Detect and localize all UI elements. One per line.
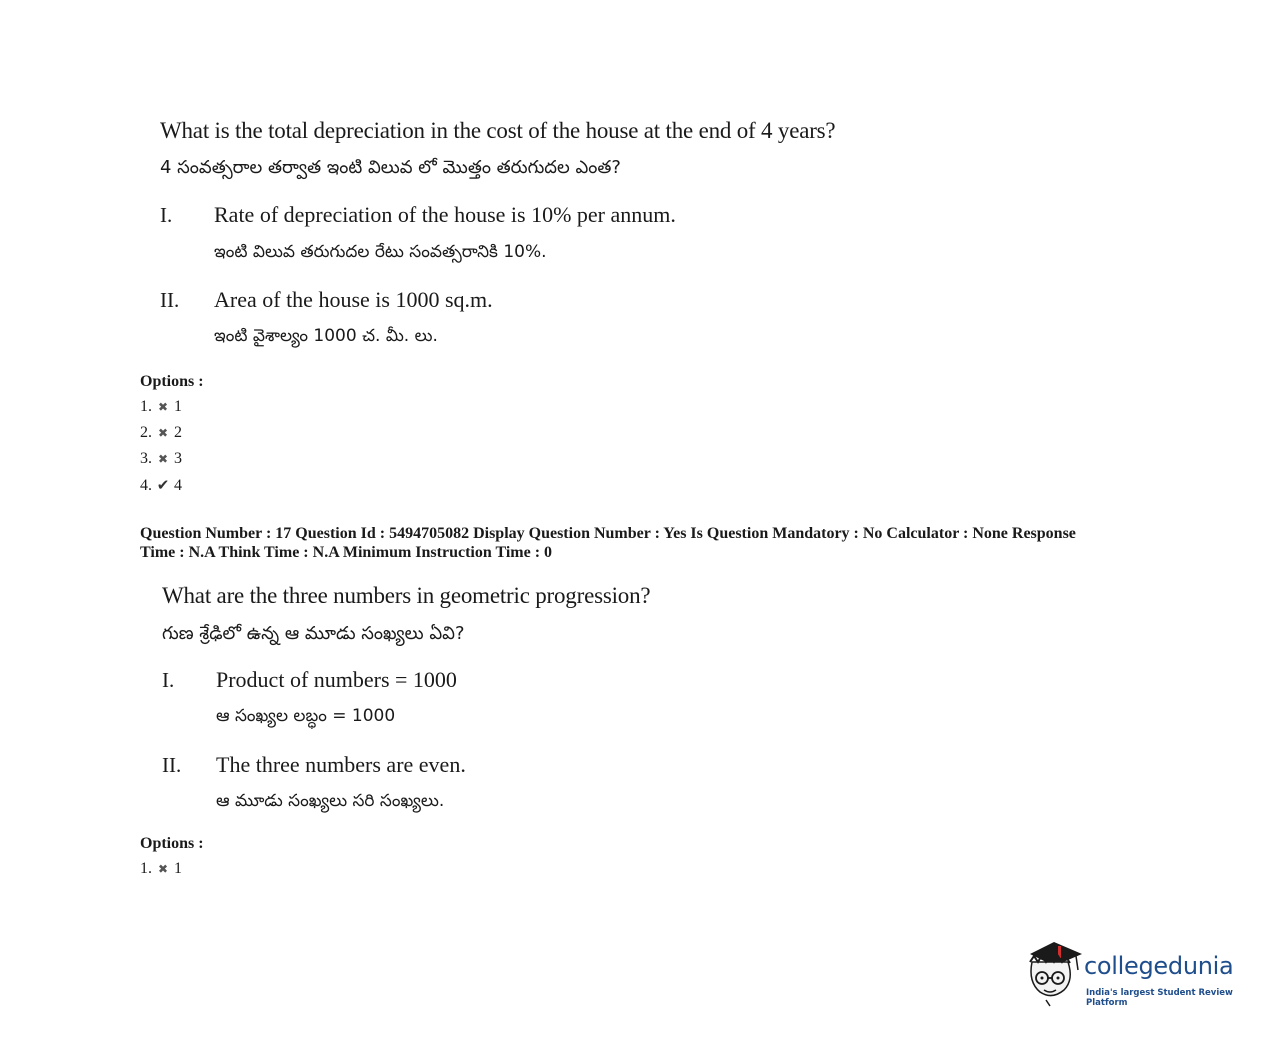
cross-icon: ✖ <box>157 452 169 466</box>
cross-icon: ✖ <box>157 862 169 876</box>
question-meta-line: Question Number : 17 Question Id : 5494705082 Display Question Number : Yes Is Question Mandatory : No Calculator : None Response <box>140 525 1076 542</box>
option-value: 1 <box>174 860 182 877</box>
cross-icon: ✖ <box>157 400 169 414</box>
option-item <box>140 476 182 495</box>
cross-icon: ✖ <box>157 426 169 440</box>
option-item <box>140 860 182 878</box>
question-meta-line: Time : N.A Think Time : N.A Minimum Instruction Time : 0 <box>140 544 553 561</box>
logo-wordmark: collegedunia <box>1084 952 1234 980</box>
statement-text-en: Area of the house is 1000 sq.m. <box>214 287 493 312</box>
statement-number: I. <box>162 668 175 692</box>
statement-text-te: ఇంటి వైశాల్యం 1000 చ. మీ. లు. <box>214 326 438 346</box>
statement-text-en: Product of numbers = 1000 <box>216 667 457 692</box>
statement-text-en: The three numbers are even. <box>216 752 466 777</box>
statement-text-te: ఆ సంఖ్యల లబ్ధం = 1000 <box>216 706 396 726</box>
option-value: 1 <box>174 398 182 415</box>
options-heading: Options : <box>140 373 204 390</box>
question-text-te: 4 సంవత్సరాల తర్వాత ఇంటి విలువ లో మొత్తం తరుగుదల ఎంత? <box>160 157 621 178</box>
question-text-en: What is the total depreciation in the cost of the house at the end of 4 years? <box>160 118 836 143</box>
option-value: 4 <box>174 477 182 494</box>
option-number: 1. <box>140 860 152 877</box>
option-value: 2 <box>174 424 182 441</box>
check-icon: ✔ <box>156 476 170 494</box>
logo-tagline: India's largest Student Review Platform <box>1086 988 1233 1008</box>
option-value: 3 <box>174 450 182 467</box>
question-text-en: What are the three numbers in geometric progression? <box>162 583 651 608</box>
options-heading: Options : <box>140 835 204 852</box>
statement-number: II. <box>160 288 180 312</box>
option-item <box>140 398 182 416</box>
option-number: 2. <box>140 424 152 441</box>
option-number: 3. <box>140 450 152 467</box>
question-text-te: గుణ శ్రేఢిలో ఉన్న ఆ మూడు సంఖ్యలు ఏవి? <box>162 623 465 644</box>
option-item <box>140 450 182 468</box>
collegedunia-logo <box>1024 940 1254 1010</box>
statement-text-en: Rate of depreciation of the house is 10% per annum. <box>214 202 676 227</box>
statement-number: II. <box>162 753 182 777</box>
option-number: 4. <box>140 477 152 494</box>
statement-text-te: ఆ మూడు సంఖ్యలు సరి సంఖ్యలు. <box>216 791 445 811</box>
statement-number: I. <box>160 203 173 227</box>
option-item <box>140 424 182 442</box>
mascot-icon <box>1024 940 1084 1010</box>
statement-text-te: ఇంటి విలువ తరుగుదల రేటు సంవత్సరానికి 10%. <box>214 242 547 262</box>
option-number: 1. <box>140 398 152 415</box>
